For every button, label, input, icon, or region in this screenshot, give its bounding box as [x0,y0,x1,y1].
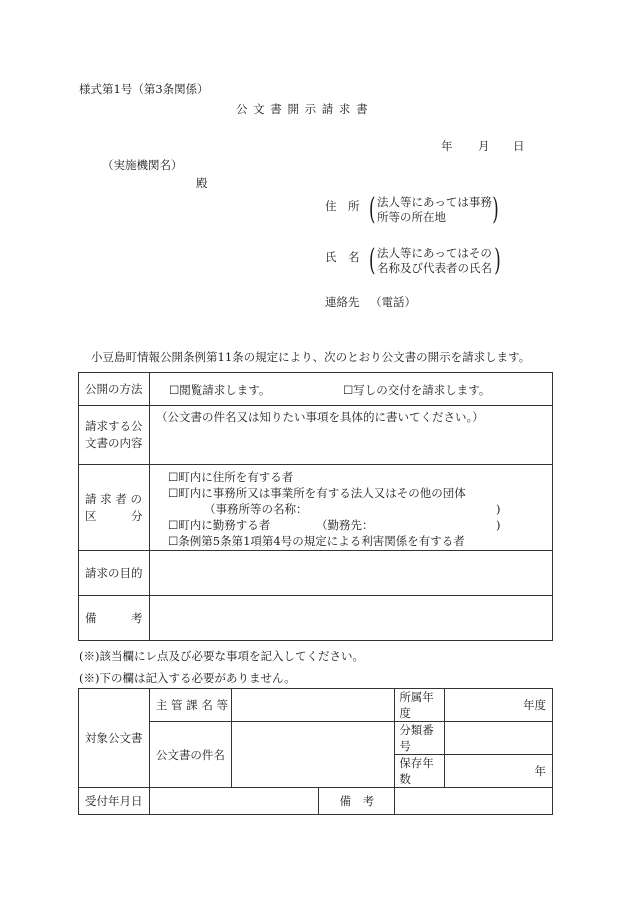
category-row [79,465,553,551]
category-option-interested-party[interactable]: ☐条例第5条第1項第4号の規定による利害関係を有する者 [167,534,465,548]
dept-label: 主 管 課 名 等 [149,689,231,722]
category-label-line-2: 区 分 [85,508,143,523]
address-label: 住 所 [325,199,360,213]
content-note: （公文書の件名又は知りたい事項を具体的に書いてください。） [155,410,484,424]
note-1: (※)該当欄にレ点及び必要な事項を記入してください。 [79,649,364,663]
note-2: (※)下の欄は記入する必要がありません。 [79,671,296,685]
office-use-table [78,688,553,815]
method-option-copy[interactable]: ☐写しの交付を請求します。 [342,383,491,397]
office-name-close: ) [495,502,501,516]
content-label [79,406,150,465]
date-year-label: 年 [441,139,453,153]
office-remarks-label: 備 考 [319,788,395,815]
retention-unit[interactable]: 年 [445,755,553,788]
date-day-label: 日 [513,139,525,153]
office-row-1 [79,689,553,722]
content-row [79,406,553,465]
addressee-org: （実施機関名） [102,158,183,172]
name-note-line-1: 法人等にあってはその [377,246,492,260]
address-note-line-1: 法人等にあっては事務 [377,195,492,209]
name-note: ( 法人等にあってはその 名称及び代表者の氏名 ) [369,243,501,278]
category-label [79,465,150,551]
method-row [79,373,553,406]
name-note-line-2: 名称及び代表者の氏名 [377,261,492,275]
request-table [78,372,553,641]
method-option-view[interactable]: ☐閲覧請求します。 [168,383,271,397]
category-option-organization[interactable]: ☐町内に事務所又は事業所を有する法人又はその他の団体 [167,486,466,500]
class-number-label: 分類番号 [395,722,445,755]
address-note-line-2: 所等の所在地 [377,210,446,224]
workplace-label: （勤務先： [315,518,374,532]
retention-label: 保存年数 [395,755,445,788]
contact-note: （電話） [370,295,416,309]
target-doc-label: 対象公文書 [79,689,150,788]
fiscal-year-label: 所属年度 [395,689,445,722]
form-title: 公 文 書 開 示 請 求 書 [236,102,369,116]
method-label: 公開の方法 [79,373,150,406]
date-month-label: 月 [478,139,490,153]
name-label: 氏 名 [325,250,360,264]
office-remarks-input[interactable] [395,788,553,815]
dept-input[interactable] [231,689,395,722]
content-input-area[interactable] [149,406,552,465]
address-note: ( 法人等にあっては事務 所等の所在地 ) [369,192,499,227]
content-label-line-2: 文書の内容 [85,436,143,450]
category-option-resident[interactable]: ☐町内に住所を有する者 [167,470,294,484]
office-name-label: （事務所等の名称： [203,502,308,516]
purpose-row [79,551,553,596]
form-number: 様式第1号（第3条関係） [79,82,209,96]
doc-subject-label: 公文書の件名 [149,722,231,788]
addressee-suffix: 殿 [196,176,208,190]
received-date-label: 受付年月日 [79,788,150,815]
doc-subject-input[interactable] [231,722,395,788]
remarks-label: 備 考 [79,596,150,641]
intro-text: 小豆島町情報公開条例第11条の規定により、次のとおり公文書の開示を請求します。 [91,350,531,364]
remarks-row [79,596,553,641]
category-label-line-1: 請 求 者 の [85,491,142,506]
contact-label: 連絡先 [325,295,360,309]
category-option-worker[interactable]: ☐町内に勤務する者 [167,518,271,532]
purpose-label: 請求の目的 [79,551,150,596]
office-row-4 [79,788,553,815]
workplace-close: ) [495,518,501,532]
purpose-input-area[interactable] [149,551,552,596]
method-cell [149,373,552,406]
category-cell [149,465,552,551]
class-number-input[interactable] [445,722,553,755]
office-row-2 [79,722,553,755]
remarks-input-area[interactable] [149,596,552,641]
fiscal-year-unit[interactable]: 年度 [445,689,553,722]
content-label-line-1: 請求する公 [85,419,143,433]
received-date-input[interactable] [149,788,319,815]
